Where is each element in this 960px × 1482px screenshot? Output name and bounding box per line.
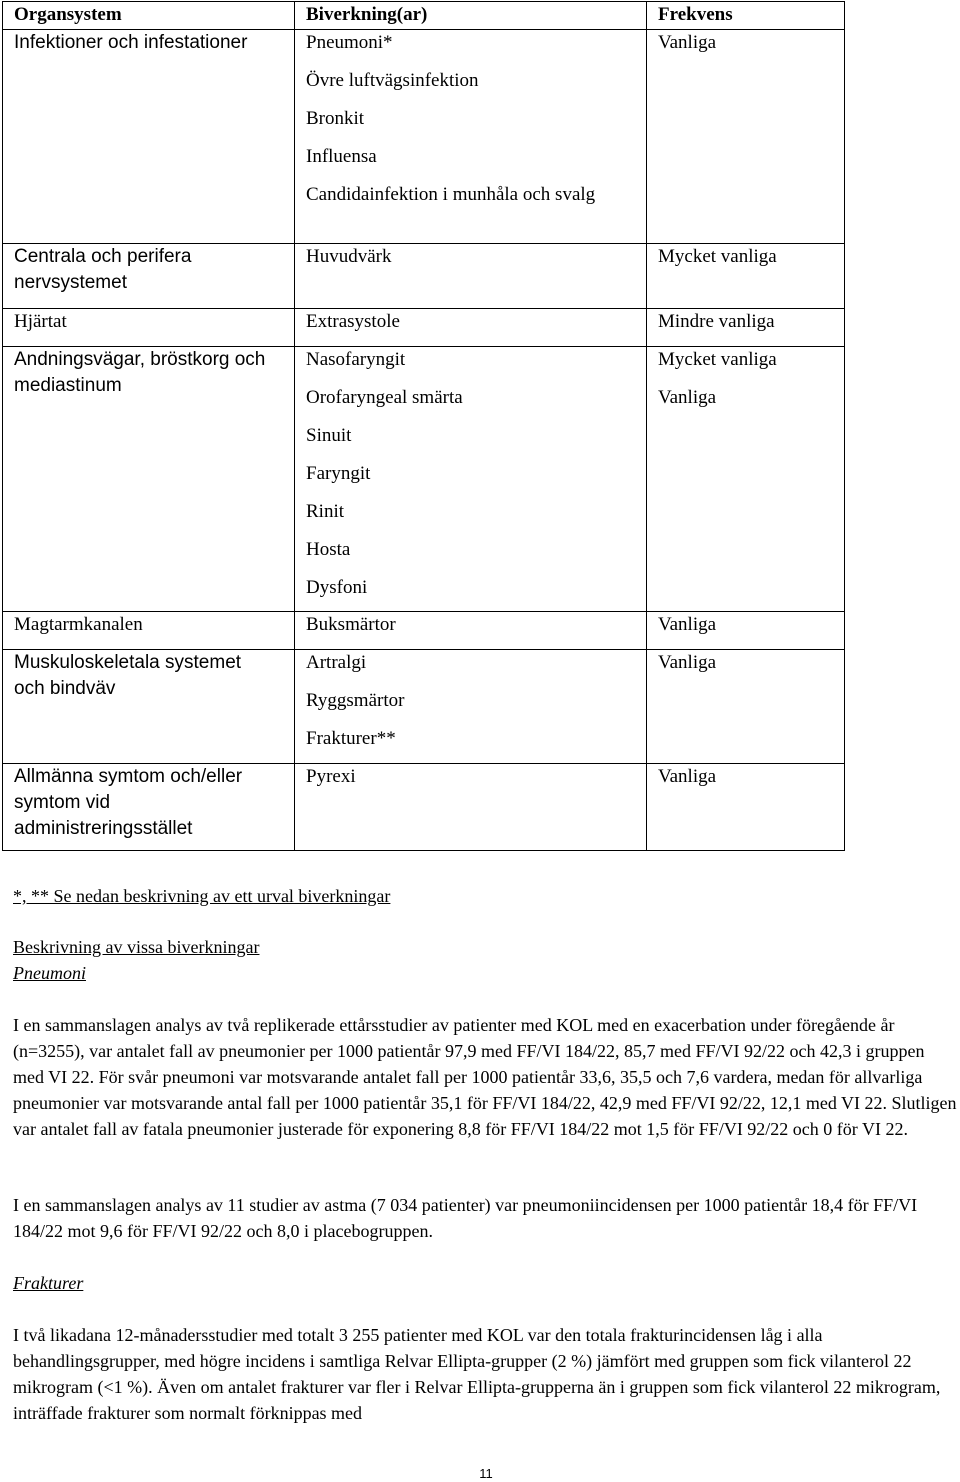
table-row <box>3 764 845 851</box>
table-row <box>3 612 845 650</box>
frequency-value: Vanliga <box>658 387 717 408</box>
section-title: Beskrivning av vissa biverkningar <box>13 937 260 957</box>
table-row <box>3 244 845 309</box>
organ-line: mediastinum <box>14 375 122 396</box>
frequency-value: Vanliga <box>658 32 717 53</box>
organ-cell <box>3 30 295 244</box>
organ-cell <box>3 650 295 764</box>
header-biverkningar: Biverkning(ar) <box>295 2 647 30</box>
adverse-effect: Dysfoni <box>306 577 368 598</box>
organ-line: Allmänna symtom och/eller <box>14 766 243 787</box>
adverse-effect: Bronkit <box>306 108 365 129</box>
table-header-row <box>3 2 845 30</box>
table-row <box>3 650 845 764</box>
adverse-effect: Influensa <box>306 146 377 167</box>
frequency-value: Mycket vanliga <box>658 246 777 267</box>
effects-cell <box>295 244 647 309</box>
adverse-reactions-table <box>2 1 845 851</box>
frequency-value: Vanliga <box>658 766 717 787</box>
pneumonia-heading: Pneumoni <box>13 963 86 983</box>
organ-cell <box>3 347 295 612</box>
frequency-value: Vanliga <box>658 652 717 673</box>
organ-line: Hjärtat <box>14 311 67 332</box>
effects-cell <box>295 612 647 650</box>
footnote: *, ** Se nedan beskrivning av ett urval biverkningar <box>13 886 391 906</box>
page-number: 11 <box>479 1466 493 1481</box>
frequency-cell <box>647 612 845 650</box>
organ-line: Magtarmkanalen <box>14 614 143 635</box>
effects-cell <box>295 309 647 347</box>
fractures-heading: Frakturer <box>13 1273 84 1293</box>
frequency-cell <box>647 650 845 764</box>
frequency-value: Vanliga <box>658 614 717 635</box>
adverse-effect: Hosta <box>306 539 351 560</box>
effects-cell <box>295 764 647 851</box>
organ-line: symtom vid <box>14 792 111 813</box>
frequency-cell <box>647 764 845 851</box>
table-body <box>3 30 845 851</box>
adverse-effect: Buksmärtor <box>306 614 396 635</box>
frequency-cell <box>647 347 845 612</box>
adverse-effect: Faryngit <box>306 463 371 484</box>
organ-line: Centrala och perifera <box>14 246 192 267</box>
organ-line: Infektioner och infestationer <box>14 32 248 53</box>
frequency-cell <box>647 244 845 309</box>
effects-cell <box>295 347 647 612</box>
organ-line: Andningsvägar, bröstkorg och <box>14 349 266 370</box>
adverse-effect: Frakturer** <box>306 728 396 749</box>
adverse-effect: Rinit <box>306 501 345 522</box>
adverse-effect: Ryggsmärtor <box>306 690 405 711</box>
fractures-paragraph: I två likadana 12-månadersstudier med totalt 3 255 patienter med KOL var den totala frakturincidensen låg i alla behandlingsgrupper, med högre incidens i samtliga Relvar Ellipta-grupper (2 %) jämfört med gruppen som fick vilanterol 22 mikrogram (<1 %). Även om antalet frakturer var fler i Relvar Ellipta-grupperna än i gruppen som fick vilanterol 22 mikrogram, inträffade frakturer som normalt förknippas med <box>13 1325 941 1423</box>
adverse-effect: Övre luftvägsinfektion <box>306 70 479 91</box>
adverse-effect: Huvudvärk <box>306 246 392 267</box>
pneumonia-paragraph-1: I en sammanslagen analys av två replikerade ettårsstudier av patienter med KOL med en exacerbation under föregående år (n=3255), var antalet fall av pneumonier per 1000 patientår 97,9 med FF/VI 184/22, 85,7 med FF/VI 92/22 och 42,3 i gruppen med VI 22. För svår pneumoni var motsvarande antalet fall per 1000 patientår 33,6, 35,5 och 7,6 vardera, medan för allvarliga pneumonier var motsvarande antal fall per 1000 patientår 35,1 för FF/VI 184/22, 42,9 med FF/VI 92/22, 12,1 med VI 22. Slutligen var antalet fall av fatala pneumonier justerade för exponering 8,8 för FF/VI 184/22 mot 1,5 för FF/VI 92/22 och 0 för VI 22. <box>13 1015 957 1139</box>
adverse-effect: Pneumoni* <box>306 32 393 53</box>
adverse-effect: Extrasystole <box>306 311 400 332</box>
pneumonia-paragraph-2: I en sammanslagen analys av 11 studier av astma (7 034 patienter) var pneumoniincidensen per 1000 patientår 18,4 för FF/VI 184/22 mot 9,6 för FF/VI 92/22 och 8,0 i placebogruppen. <box>13 1195 918 1241</box>
adverse-effect: Nasofaryngit <box>306 349 406 370</box>
organ-line: administreringsstället <box>14 818 193 839</box>
table-row <box>3 347 845 612</box>
adverse-effect: Pyrexi <box>306 766 356 787</box>
organ-cell <box>3 309 295 347</box>
frequency-cell <box>647 309 845 347</box>
frequency-cell <box>647 30 845 244</box>
effects-cell <box>295 30 647 244</box>
frequency-value: Mycket vanliga <box>658 349 777 370</box>
adverse-effect: Sinuit <box>306 425 352 446</box>
organ-line: Muskuloskeletala systemet <box>14 652 242 673</box>
adverse-effect: Candidainfektion i munhåla och svalg <box>306 184 596 205</box>
effects-cell <box>295 650 647 764</box>
header-organsystem: Organsystem <box>3 2 295 30</box>
organ-line: och bindväv <box>14 678 116 699</box>
organ-cell <box>3 612 295 650</box>
table-row <box>3 30 845 244</box>
frequency-value: Mindre vanliga <box>658 311 775 332</box>
header-frekvens: Frekvens <box>647 2 845 30</box>
adverse-effect: Orofaryngeal smärta <box>306 387 463 408</box>
organ-cell <box>3 244 295 309</box>
table-row <box>3 309 845 347</box>
organ-cell <box>3 764 295 851</box>
organ-line: nervsystemet <box>14 272 127 293</box>
adverse-effect: Artralgi <box>306 652 367 673</box>
